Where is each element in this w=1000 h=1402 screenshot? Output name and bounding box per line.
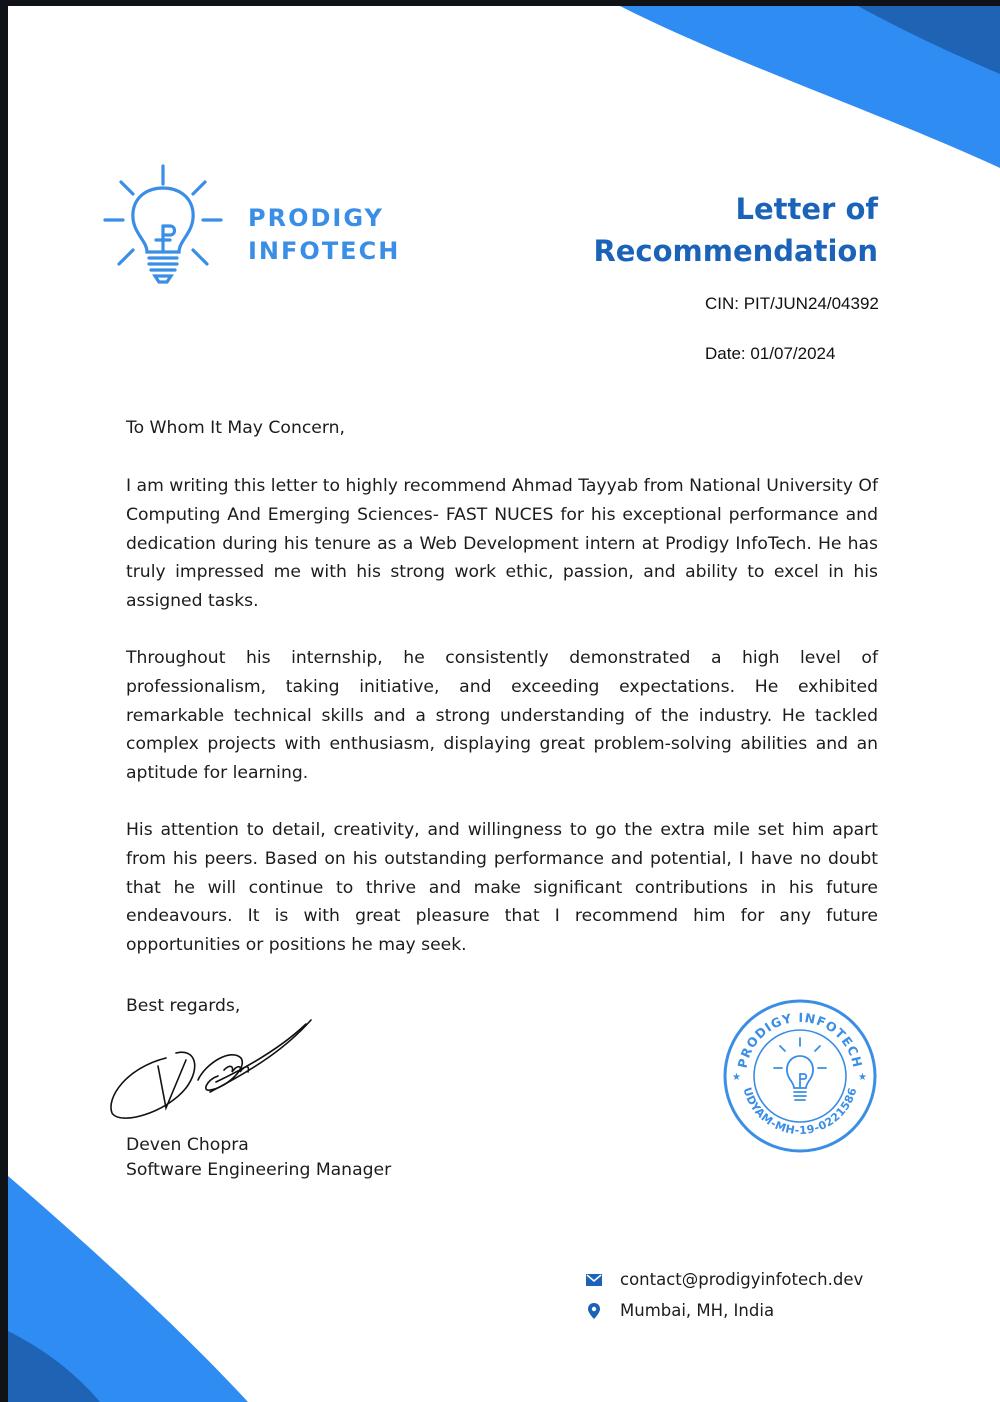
- stamp-top-text: PRODIGY INFOTECH: [734, 1009, 866, 1070]
- stamp-lightbulb-icon: [774, 1038, 826, 1100]
- location-text: Mumbai, MH, India: [620, 1301, 775, 1320]
- signer-name: Deven Chopra: [126, 1135, 249, 1155]
- brand-name: [248, 202, 400, 268]
- stamp-bottom-text: UDYAM-MH-19-0221586: [740, 1085, 860, 1138]
- signature: [106, 1008, 316, 1128]
- map-pin-icon: [586, 1303, 602, 1319]
- letter-title: [593, 188, 878, 272]
- title-line-1: Letter of: [735, 192, 878, 226]
- salutation: To Whom It May Concern,: [126, 418, 345, 438]
- body-paragraph-2: Throughout his internship, he consistently demonstrated a high level of professionalism, taking initiative, and exceeding expectations. He exhibited remarkable technical skills and a strong understanding of the industry. He tackled complex projects with enthusiasm, displaying great problem-solving abilities and an aptitude for learning.: [126, 648, 878, 784]
- body-paragraph-3: His attention to detail, creativity, and willingness to go the extra mile set him apart from his peers. Based on his outstanding performance and potential, I have no doubt that he will continue to thrive and make significant contributions in his future endeavours. It is with great pleasure that I recommend him for any future opportunities or positions he may seek.: [126, 820, 878, 956]
- stamp-star-icon: ★: [858, 1072, 867, 1083]
- brand-line-1: PRODIGY: [248, 204, 384, 232]
- body-paragraph-1: I am writing this letter to highly recommend Ahmad Tayyab from National University Of Computing And Emerging Sciences- FAST NUCES for his exceptional performance and dedication during his tenure as a Web Development intern at Prodigy InfoTech. He has truly impressed me with his strong work ethic, passion, and ability to excel in his assigned tasks.: [126, 476, 878, 612]
- signer-title: Software Engineering Manager: [126, 1160, 392, 1180]
- envelope-icon: [586, 1274, 602, 1286]
- lightbulb-logo-icon: [103, 164, 223, 288]
- company-stamp: [722, 998, 878, 1154]
- closing: Best regards,: [126, 996, 241, 1016]
- title-line-2: Recommendation: [593, 234, 878, 268]
- cin-number: CIN: PIT/JUN24/04392: [705, 294, 879, 313]
- brand-line-2: INFOTECH: [248, 237, 401, 265]
- email-text: contact@prodigyinfotech.dev: [620, 1270, 864, 1289]
- contact-email: [586, 1270, 863, 1289]
- stamp-star-icon: ★: [732, 1072, 741, 1083]
- signer-block: [126, 1133, 391, 1183]
- letter-page: [8, 6, 1000, 1402]
- letter-date: Date: 01/07/2024: [705, 344, 836, 363]
- contact-location: [586, 1301, 774, 1320]
